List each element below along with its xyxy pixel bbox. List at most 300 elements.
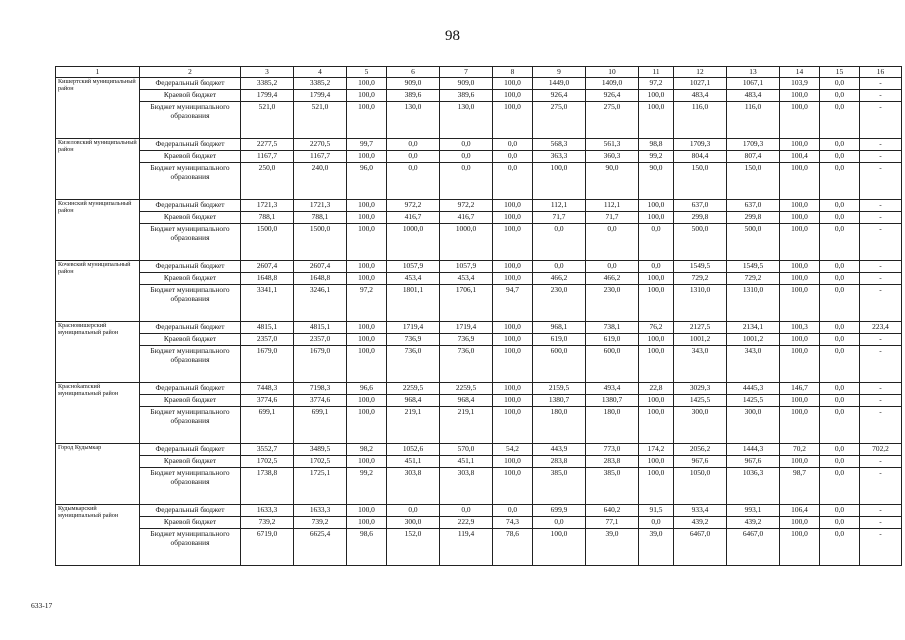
value-cell: - xyxy=(860,78,902,90)
value-cell: 385,0 xyxy=(533,468,586,505)
value-cell: 180,0 xyxy=(533,407,586,444)
table-row xyxy=(56,285,902,322)
value-cell: 74,3 xyxy=(493,517,533,529)
value-cell: 99,7 xyxy=(347,139,387,151)
value-cell: 0,0 xyxy=(493,163,533,200)
value-cell: 100,0 xyxy=(780,529,820,566)
value-cell: 968,4 xyxy=(440,395,493,407)
value-cell: 180,0 xyxy=(586,407,639,444)
value-cell: 521,0 xyxy=(241,102,294,139)
table-row xyxy=(56,456,902,468)
value-cell: 90,0 xyxy=(639,163,674,200)
value-cell: 640,2 xyxy=(586,505,639,517)
column-number-cell: 11 xyxy=(639,67,674,78)
value-cell: 100,0 xyxy=(493,273,533,285)
value-cell: 222,9 xyxy=(440,517,493,529)
region-name-cell: Красновишерский муниципальный район xyxy=(56,322,140,383)
value-cell: 96,0 xyxy=(347,163,387,200)
budget-type-cell: Краевой бюджет xyxy=(140,517,241,529)
value-cell: 0,0 xyxy=(820,90,860,102)
value-cell: 100,0 xyxy=(493,200,533,212)
value-cell: 483,4 xyxy=(727,90,780,102)
value-cell: 240,0 xyxy=(294,163,347,200)
budget-type-cell: Федеральный бюджет xyxy=(140,200,241,212)
value-cell: 100,0 xyxy=(639,273,674,285)
document-code: 633-17 xyxy=(31,601,53,610)
value-cell: 100,0 xyxy=(639,346,674,383)
value-cell: 0,0 xyxy=(820,78,860,90)
table-row xyxy=(56,78,902,90)
value-cell: - xyxy=(860,334,902,346)
value-cell: 0,0 xyxy=(639,224,674,261)
value-cell: 150,0 xyxy=(727,163,780,200)
value-cell: 1702,5 xyxy=(241,456,294,468)
value-cell: 100,0 xyxy=(347,395,387,407)
value-cell: - xyxy=(860,529,902,566)
value-cell: 100,0 xyxy=(493,224,533,261)
value-cell: 283,8 xyxy=(533,456,586,468)
value-cell: 97,2 xyxy=(347,285,387,322)
value-cell: 146,7 xyxy=(780,383,820,395)
value-cell: 1167,7 xyxy=(241,151,294,163)
value-cell: - xyxy=(860,285,902,322)
value-cell: - xyxy=(860,273,902,285)
value-cell: 972,2 xyxy=(387,200,440,212)
value-cell: 39,0 xyxy=(639,529,674,566)
value-cell: 100,0 xyxy=(639,456,674,468)
value-cell: 1380,7 xyxy=(533,395,586,407)
value-cell: 2357,0 xyxy=(241,334,294,346)
table-row xyxy=(56,346,902,383)
value-cell: 926,4 xyxy=(586,90,639,102)
value-cell: 100,0 xyxy=(347,78,387,90)
value-cell: 100,0 xyxy=(780,407,820,444)
value-cell: 0,0 xyxy=(820,322,860,334)
value-cell: 219,1 xyxy=(440,407,493,444)
budget-type-cell: Краевой бюджет xyxy=(140,151,241,163)
value-cell: 0,0 xyxy=(820,139,860,151)
value-cell: 250,0 xyxy=(241,163,294,200)
value-cell: 0,0 xyxy=(586,224,639,261)
region-name-cell: Кудымкарский муниципальный район xyxy=(56,505,140,566)
value-cell: - xyxy=(860,517,902,529)
value-cell: 1310,0 xyxy=(674,285,727,322)
value-cell: 600,0 xyxy=(586,346,639,383)
budget-type-cell: Бюджет муниципального образования xyxy=(140,346,241,383)
column-number-cell: 16 xyxy=(860,67,902,78)
value-cell: 116,0 xyxy=(727,102,780,139)
value-cell: 230,0 xyxy=(533,285,586,322)
value-cell: 0,0 xyxy=(820,224,860,261)
value-cell: 100,0 xyxy=(493,212,533,224)
budget-type-cell: Федеральный бюджет xyxy=(140,322,241,334)
value-cell: 91,5 xyxy=(639,505,674,517)
column-number-cell: 14 xyxy=(780,67,820,78)
value-cell: 2159,5 xyxy=(533,383,586,395)
column-number-cell: 2 xyxy=(140,67,241,78)
value-cell: 416,7 xyxy=(440,212,493,224)
value-cell: 968,4 xyxy=(387,395,440,407)
value-cell: - xyxy=(860,346,902,383)
value-cell: 0,0 xyxy=(440,505,493,517)
value-cell: 100,0 xyxy=(493,322,533,334)
budget-type-cell: Бюджет муниципального образования xyxy=(140,163,241,200)
value-cell: 100,0 xyxy=(493,90,533,102)
value-cell: 0,0 xyxy=(820,468,860,505)
table-row xyxy=(56,468,902,505)
table-row xyxy=(56,212,902,224)
table-row xyxy=(56,383,902,395)
value-cell: 1648,8 xyxy=(294,273,347,285)
value-cell: - xyxy=(860,224,902,261)
value-cell: 1027,1 xyxy=(674,78,727,90)
value-cell: 570,0 xyxy=(440,444,493,456)
value-cell: 100,0 xyxy=(780,163,820,200)
budget-type-cell: Бюджет муниципального образования xyxy=(140,529,241,566)
value-cell: 100,0 xyxy=(780,90,820,102)
value-cell: - xyxy=(860,383,902,395)
value-cell: 0,0 xyxy=(820,273,860,285)
value-cell: 100,0 xyxy=(347,90,387,102)
value-cell: 100,0 xyxy=(780,200,820,212)
value-cell: 466,2 xyxy=(533,273,586,285)
value-cell: 130,0 xyxy=(387,102,440,139)
value-cell: 100,0 xyxy=(347,517,387,529)
value-cell: 1001,2 xyxy=(674,334,727,346)
value-cell: 1679,0 xyxy=(241,346,294,383)
region-name-cell: Кишертский муниципальный район xyxy=(56,78,140,139)
value-cell: 100,0 xyxy=(780,261,820,273)
value-cell: 0,0 xyxy=(387,505,440,517)
value-cell: 2607,4 xyxy=(241,261,294,273)
value-cell: 300,0 xyxy=(674,407,727,444)
value-cell: 0,0 xyxy=(820,102,860,139)
value-cell: 619,0 xyxy=(586,334,639,346)
value-cell: 0,0 xyxy=(533,517,586,529)
value-cell: 788,1 xyxy=(241,212,294,224)
value-cell: 100,0 xyxy=(780,273,820,285)
value-cell: - xyxy=(860,151,902,163)
value-cell: 0,0 xyxy=(493,505,533,517)
value-cell: 909,0 xyxy=(387,78,440,90)
column-number-cell: 1 xyxy=(56,67,140,78)
value-cell: 1067,1 xyxy=(727,78,780,90)
value-cell: 97,2 xyxy=(639,78,674,90)
value-cell: 119,4 xyxy=(440,529,493,566)
table-row xyxy=(56,273,902,285)
value-cell: 1679,0 xyxy=(294,346,347,383)
value-cell: 1000,0 xyxy=(387,224,440,261)
value-cell: 968,1 xyxy=(533,322,586,334)
value-cell: 416,7 xyxy=(387,212,440,224)
value-cell: 4815,1 xyxy=(294,322,347,334)
value-cell: 100,0 xyxy=(639,334,674,346)
value-cell: 0,0 xyxy=(820,212,860,224)
table-row xyxy=(56,163,902,200)
column-number-cell: 15 xyxy=(820,67,860,78)
budget-type-cell: Краевой бюджет xyxy=(140,334,241,346)
value-cell: 1167,7 xyxy=(294,151,347,163)
value-cell: 303,8 xyxy=(440,468,493,505)
value-cell: 0,0 xyxy=(387,139,440,151)
value-cell: 103,9 xyxy=(780,78,820,90)
value-cell: 100,0 xyxy=(493,456,533,468)
value-cell: 100,0 xyxy=(639,200,674,212)
value-cell: 1709,3 xyxy=(674,139,727,151)
value-cell: 0,0 xyxy=(820,163,860,200)
value-cell: 3385,2 xyxy=(294,78,347,90)
value-cell: 100,0 xyxy=(493,468,533,505)
value-cell: 100,0 xyxy=(347,261,387,273)
table-row xyxy=(56,334,902,346)
value-cell: 0,0 xyxy=(820,200,860,212)
value-cell: 98,8 xyxy=(639,139,674,151)
value-cell: 100,0 xyxy=(347,334,387,346)
value-cell: 0,0 xyxy=(493,151,533,163)
budget-type-cell: Бюджет муниципального образования xyxy=(140,407,241,444)
value-cell: 967,6 xyxy=(727,456,780,468)
column-number-cell: 5 xyxy=(347,67,387,78)
value-cell: 0,0 xyxy=(820,456,860,468)
value-cell: 637,0 xyxy=(727,200,780,212)
value-cell: 300,0 xyxy=(727,407,780,444)
value-cell: - xyxy=(860,407,902,444)
value-cell: 100,0 xyxy=(493,261,533,273)
table-row xyxy=(56,102,902,139)
value-cell: 3774,6 xyxy=(241,395,294,407)
value-cell: 100,0 xyxy=(780,395,820,407)
value-cell: 807,4 xyxy=(727,151,780,163)
value-cell: 1549,5 xyxy=(674,261,727,273)
budget-type-cell: Федеральный бюджет xyxy=(140,139,241,151)
value-cell: 1409,0 xyxy=(586,78,639,90)
value-cell: 100,0 xyxy=(780,334,820,346)
value-cell: 100,0 xyxy=(639,395,674,407)
value-cell: 443,9 xyxy=(533,444,586,456)
column-number-cell: 7 xyxy=(440,67,493,78)
value-cell: 0,0 xyxy=(387,151,440,163)
column-number-cell: 12 xyxy=(674,67,727,78)
value-cell: 150,0 xyxy=(674,163,727,200)
value-cell: 100,0 xyxy=(639,102,674,139)
column-number-cell: 3 xyxy=(241,67,294,78)
value-cell: 451,1 xyxy=(387,456,440,468)
value-cell: 100,0 xyxy=(347,346,387,383)
value-cell: 100,0 xyxy=(780,517,820,529)
value-cell: 773,0 xyxy=(586,444,639,456)
value-cell: 100,0 xyxy=(639,212,674,224)
value-cell: 100,0 xyxy=(639,468,674,505)
value-cell: 6467,0 xyxy=(674,529,727,566)
value-cell: 100,0 xyxy=(533,529,586,566)
value-cell: 94,7 xyxy=(493,285,533,322)
value-cell: 3489,5 xyxy=(294,444,347,456)
budget-type-cell: Бюджет муниципального образования xyxy=(140,285,241,322)
value-cell: 78,6 xyxy=(493,529,533,566)
value-cell: 275,0 xyxy=(533,102,586,139)
value-cell: 100,0 xyxy=(639,407,674,444)
value-cell: 453,4 xyxy=(387,273,440,285)
value-cell: - xyxy=(860,212,902,224)
value-cell: - xyxy=(860,505,902,517)
value-cell: 385,0 xyxy=(586,468,639,505)
region-name-cell: Красноkamский муниципальный район xyxy=(56,383,140,444)
value-cell: 1549,5 xyxy=(727,261,780,273)
value-cell: 729,2 xyxy=(674,273,727,285)
table-row xyxy=(56,444,902,456)
value-cell: 909,0 xyxy=(440,78,493,90)
value-cell: 2127,5 xyxy=(674,322,727,334)
value-cell: 451,1 xyxy=(440,456,493,468)
value-cell: 112,1 xyxy=(586,200,639,212)
budget-type-cell: Краевой бюджет xyxy=(140,273,241,285)
value-cell: 100,0 xyxy=(347,200,387,212)
value-cell: 98,6 xyxy=(347,529,387,566)
value-cell: 1702,5 xyxy=(294,456,347,468)
value-cell: 275,0 xyxy=(586,102,639,139)
value-cell: 99,2 xyxy=(639,151,674,163)
value-cell: 100,0 xyxy=(780,102,820,139)
value-cell: 1057,9 xyxy=(440,261,493,273)
column-number-cell: 4 xyxy=(294,67,347,78)
value-cell: 500,0 xyxy=(727,224,780,261)
value-cell: 100,0 xyxy=(347,505,387,517)
value-cell: 1721,3 xyxy=(241,200,294,212)
value-cell: 453,4 xyxy=(440,273,493,285)
value-cell: 2134,1 xyxy=(727,322,780,334)
budget-table xyxy=(55,66,902,566)
value-cell: 389,6 xyxy=(387,90,440,102)
table-row xyxy=(56,200,902,212)
value-cell: 389,6 xyxy=(440,90,493,102)
value-cell: 116,0 xyxy=(674,102,727,139)
value-cell: 223,4 xyxy=(860,322,902,334)
value-cell: 360,3 xyxy=(586,151,639,163)
value-cell: 7198,3 xyxy=(294,383,347,395)
value-cell: - xyxy=(860,102,902,139)
value-cell: 219,1 xyxy=(387,407,440,444)
value-cell: 0,0 xyxy=(387,163,440,200)
value-cell: 637,0 xyxy=(674,200,727,212)
value-cell: 1310,0 xyxy=(727,285,780,322)
value-cell: 926,4 xyxy=(533,90,586,102)
value-cell: 0,0 xyxy=(533,224,586,261)
table-row xyxy=(56,224,902,261)
value-cell: 1801,1 xyxy=(387,285,440,322)
table-row xyxy=(56,407,902,444)
value-cell: 804,4 xyxy=(674,151,727,163)
budget-type-cell: Федеральный бюджет xyxy=(140,261,241,273)
value-cell: 100,0 xyxy=(780,346,820,383)
value-cell: 521,0 xyxy=(294,102,347,139)
value-cell: 0,0 xyxy=(820,151,860,163)
value-cell: 0,0 xyxy=(820,407,860,444)
value-cell: 100,3 xyxy=(780,322,820,334)
value-cell: 1633,3 xyxy=(294,505,347,517)
value-cell: 2259,5 xyxy=(387,383,440,395)
value-cell: 100,0 xyxy=(780,285,820,322)
budget-type-cell: Федеральный бюджет xyxy=(140,78,241,90)
value-cell: 736,9 xyxy=(440,334,493,346)
value-cell: 1449,0 xyxy=(533,78,586,90)
table-row xyxy=(56,151,902,163)
value-cell: 71,7 xyxy=(586,212,639,224)
value-cell: 100,0 xyxy=(493,395,533,407)
value-cell: 303,8 xyxy=(387,468,440,505)
value-cell: 299,8 xyxy=(727,212,780,224)
value-cell: 0,0 xyxy=(820,346,860,383)
value-cell: - xyxy=(860,200,902,212)
value-cell: 300,0 xyxy=(387,517,440,529)
value-cell: 100,0 xyxy=(780,139,820,151)
value-cell: 1050,0 xyxy=(674,468,727,505)
value-cell: 0,0 xyxy=(586,261,639,273)
value-cell: 100,0 xyxy=(493,78,533,90)
value-cell: 699,1 xyxy=(241,407,294,444)
column-number-cell: 8 xyxy=(493,67,533,78)
value-cell: 500,0 xyxy=(674,224,727,261)
value-cell: 363,3 xyxy=(533,151,586,163)
value-cell: 100,0 xyxy=(347,456,387,468)
value-cell: 3341,1 xyxy=(241,285,294,322)
value-cell: 343,0 xyxy=(727,346,780,383)
value-cell: 466,2 xyxy=(586,273,639,285)
value-cell: 699,1 xyxy=(294,407,347,444)
value-cell: 2277,5 xyxy=(241,139,294,151)
value-cell: 343,0 xyxy=(674,346,727,383)
budget-type-cell: Бюджет муниципального образования xyxy=(140,224,241,261)
value-cell: 0,0 xyxy=(440,151,493,163)
value-cell: 3246,1 xyxy=(294,285,347,322)
value-cell: 100,0 xyxy=(347,224,387,261)
value-cell: 1799,4 xyxy=(294,90,347,102)
value-cell: 3029,3 xyxy=(674,383,727,395)
value-cell: 2607,4 xyxy=(294,261,347,273)
value-cell: 0,0 xyxy=(820,517,860,529)
value-cell: 174,2 xyxy=(639,444,674,456)
value-cell: 0,0 xyxy=(533,261,586,273)
value-cell: 106,4 xyxy=(780,505,820,517)
value-cell: 788,1 xyxy=(294,212,347,224)
value-cell: 729,2 xyxy=(727,273,780,285)
value-cell: 70,2 xyxy=(780,444,820,456)
value-cell: 100,0 xyxy=(347,407,387,444)
value-cell: 77,1 xyxy=(586,517,639,529)
value-cell: 100,0 xyxy=(493,334,533,346)
value-cell: 3385,2 xyxy=(241,78,294,90)
value-cell: 493,4 xyxy=(586,383,639,395)
value-cell: 100,0 xyxy=(780,456,820,468)
region-name-cell: Кочевский муниципальный район xyxy=(56,261,140,322)
value-cell: - xyxy=(860,456,902,468)
value-cell: 4815,1 xyxy=(241,322,294,334)
value-cell: 299,8 xyxy=(674,212,727,224)
value-cell: 1036,3 xyxy=(727,468,780,505)
budget-type-cell: Краевой бюджет xyxy=(140,212,241,224)
value-cell: 0,0 xyxy=(493,139,533,151)
budget-type-cell: Краевой бюджет xyxy=(140,90,241,102)
value-cell: 1000,0 xyxy=(440,224,493,261)
budget-type-cell: Федеральный бюджет xyxy=(140,505,241,517)
value-cell: 1721,3 xyxy=(294,200,347,212)
column-number-row xyxy=(56,67,902,78)
value-cell: 483,4 xyxy=(674,90,727,102)
value-cell: 1719,4 xyxy=(387,322,440,334)
value-cell: 3552,7 xyxy=(241,444,294,456)
value-cell: 99,2 xyxy=(347,468,387,505)
value-cell: 2259,5 xyxy=(440,383,493,395)
value-cell: 100,0 xyxy=(780,224,820,261)
